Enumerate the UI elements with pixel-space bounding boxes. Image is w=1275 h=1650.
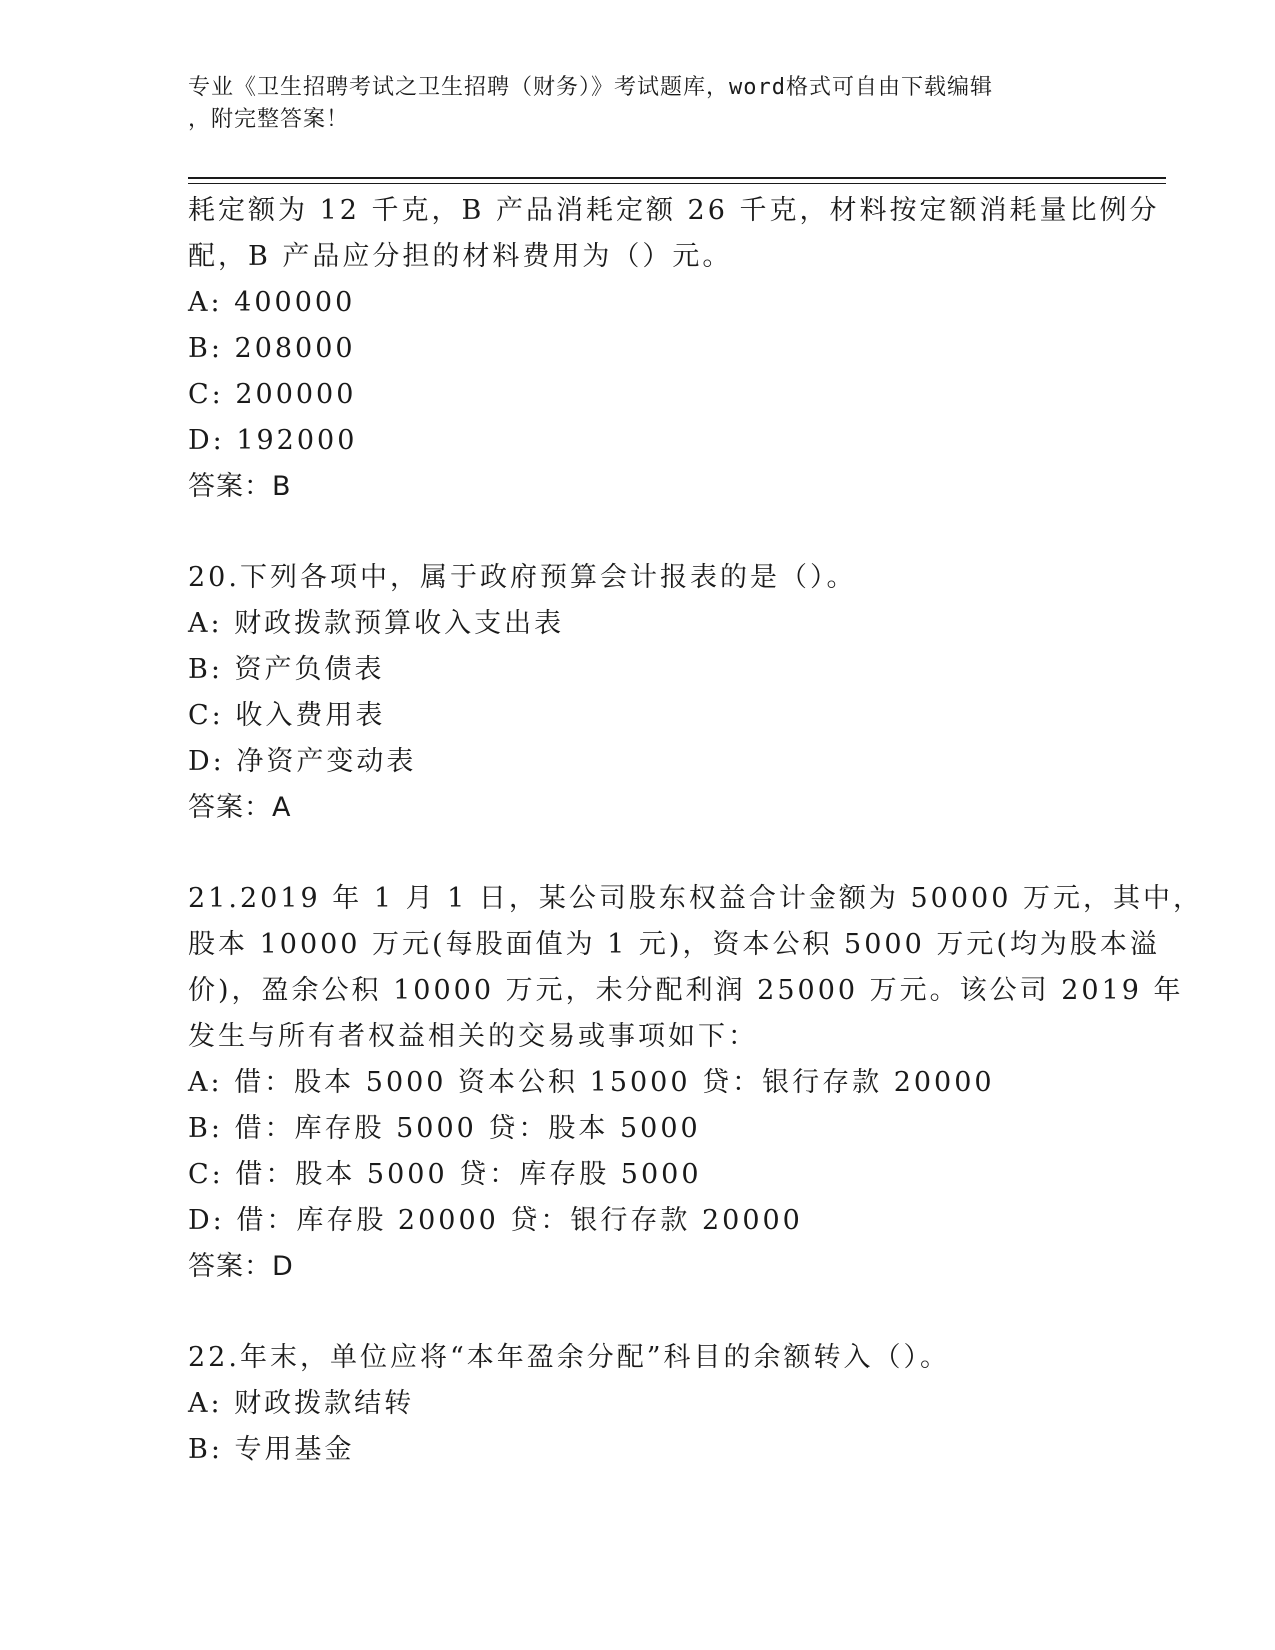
page-header — [188, 72, 1088, 136]
option-c: C: 200000 — [188, 379, 357, 410]
option-b: B: 208000 — [188, 333, 356, 364]
option-d: D: 192000 — [188, 425, 358, 456]
option-a: A: 借：股本 5000 资本公积 15000 贷：银行存款 20000 — [188, 1067, 995, 1098]
spacer — [188, 831, 1088, 876]
question-stem-line: 配，B 产品应分担的材料费用为（）元。 — [188, 241, 733, 272]
header-line-1: 专业《卫生招聘考试之卫生招聘（财务）》考试题库，word格式可自由下载编辑 — [188, 75, 993, 100]
option-d: D: 净资产变动表 — [188, 746, 417, 777]
header-line-2: ，附完整答案！ — [188, 107, 350, 132]
option-c: C: 借：股本 5000 贷：库存股 5000 — [188, 1159, 702, 1190]
question-stem-line: 20.下列各项中，属于政府预算会计报表的是（）。 — [188, 562, 857, 593]
spacer — [188, 1290, 1088, 1335]
question-stem-line: 22.年末，单位应将“本年盈余分配”科目的余额转入（）。 — [188, 1342, 951, 1373]
question-stem-line: 股本 10000 万元(每股面值为 1 元)，资本公积 5000 万元(均为股本溢 — [188, 929, 1160, 960]
question-stem-line: 21.2019 年 1 月 1 日，某公司股东权益合计金额为 50000 万元，其中， — [188, 883, 1203, 914]
question-stem-line: 价)，盈余公积 10000 万元，未分配利润 25000 万元。该公司 2019 年 — [188, 975, 1184, 1006]
option-b: B: 借：库存股 5000 贷：股本 5000 — [188, 1113, 701, 1144]
document-body — [188, 188, 1203, 1473]
question-20 — [188, 555, 1088, 831]
option-b: B: 专用基金 — [188, 1434, 355, 1465]
question-stem-line: 耗定额为 12 千克，B 产品消耗定额 26 千克，材料按定额消耗量比例分 — [188, 195, 1160, 226]
header-divider-thin — [188, 183, 1166, 184]
option-a: A: 财政拨款结转 — [188, 1388, 415, 1419]
answer: 答案：B — [188, 471, 292, 502]
option-c: C: 收入费用表 — [188, 700, 386, 731]
answer: 答案：D — [188, 1251, 294, 1282]
header-divider-thick — [188, 177, 1166, 179]
question-22 — [188, 1335, 1088, 1473]
option-b: B: 资产负债表 — [188, 654, 385, 685]
option-d: D: 借：库存股 20000 贷：银行存款 20000 — [188, 1205, 803, 1236]
option-a: A: 财政拨款预算收入支出表 — [188, 608, 565, 639]
question-19 — [188, 188, 1160, 510]
question-stem-line: 发生与所有者权益相关的交易或事项如下： — [188, 1021, 758, 1052]
spacer — [188, 510, 1088, 555]
answer: 答案：A — [188, 792, 292, 823]
option-a: A: 400000 — [188, 287, 356, 318]
question-21 — [188, 876, 1203, 1290]
